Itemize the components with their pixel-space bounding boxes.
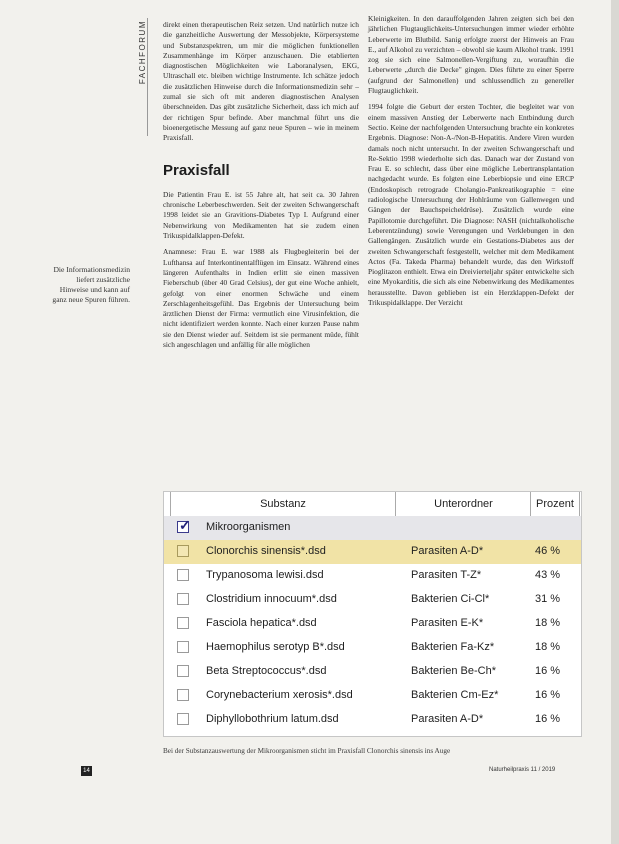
row-checkbox[interactable] — [177, 689, 189, 701]
cell-prozent: 18 % — [535, 617, 561, 629]
row-checkbox[interactable] — [177, 545, 189, 557]
cell-prozent: 46 % — [535, 545, 561, 557]
cell-substanz: Corynebacterium xerosis*.dsd — [206, 689, 353, 701]
footer-issue: Naturheilpraxis 11 / 2019 — [489, 767, 556, 773]
paragraph: 1994 folgte die Geburt der ersten Tochter, die begleitet war von einem massiven Anstieg der Leberwerte nach Entbindung durch Sectio. Keine der nachfolgenden Untersuchung brachte ein konkretes Ergebnis. Diagnose: Non-A-/Non-B-Hepatitis. Andere Viren wurden damals noch nicht untersucht. In der zweiten Schwangerschaft und Re-Sektio 1998 wiederholte sich das. Danach war der Zustand von Frau E. so schlecht, dass über eine mögliche Lebertransplantation nachgedacht wurde. Es folgten eine Leberbiopsie und eine ERCP (Endoskopisch retrograde Cholangio-Pankreatikographie = eine radiologische Untersuchung der Hohlräume von Gallenwegen und Gängen der Bauchspeicheldrüse). Zusätzlich wurde eine Papillotomie durchgeführt. Die Diagnose: NASH (nichtalkoholische Leberentzündung) sowie Verengungen und Verklebungen in den Gallengängen. Zusätzlich wurde ein Gestations-Diabetes aus der zweiten Schwangerschaft festgestellt, welcher mit dem Medikament Actos (Fa. Takeda Pharma) behandelt wurde, das den Wirkstoff Pioglitazon enthielt. Etwa ein Dreivierteljahr später entwickelte sich eine Myokarditis, die sich als eine Nebenwirkung des Medikamentes herausstellte. Davon geblieben ist ein Herzklappen-Defekt der Trikuspidalklappe. Der Verzicht — [368, 102, 574, 308]
row-checkbox[interactable] — [177, 593, 189, 605]
page-edge — [611, 0, 619, 844]
row-checkbox[interactable] — [177, 569, 189, 581]
cell-substanz: Diphyllobothrium latum.dsd — [206, 713, 339, 725]
cell-unterordner: Bakterien Ci-Cl* — [411, 593, 490, 605]
cell-substanz: Haemophilus serotyp B*.dsd — [206, 641, 345, 653]
table-row[interactable] — [164, 564, 581, 588]
cell-substanz: Trypanosoma lewisi.dsd — [206, 569, 324, 581]
section-heading: Praxisfall — [163, 161, 230, 179]
table-row[interactable] — [164, 612, 581, 636]
paragraph: direkt einen therapeutischen Reiz setzen. Und natürlich nutze ich die ganzheitliche Auswertung der Messobjekte, Körpersysteme und Substanzspektren, um mir die möglichen funktionellen Zusammenhänge im Körper anzuschauen. Die etablierten diagnostischen Möglichkeiten wie Laboranalysen, EKG, Ultraschall etc. bleiben wichtige Instrumente. Ich schätze jedoch die zusätzlichen Hinweise durch die Informationsmedizin sehr – zumal sie sich oft mit anderen diagnostischen Analysen überschneiden. Das gibt zusätzliche Sicherheit, dass ich mich auf der richtigen Spur befinde. Aber manchmal führt uns die bioenergetische Messung auf ganz neue Spuren – wie in meinem Praxisfall. — [163, 20, 359, 143]
cell-prozent: 16 % — [535, 689, 561, 701]
cell-substanz: Beta Streptococcus*.dsd — [206, 665, 327, 677]
page-number: 14 — [81, 766, 92, 776]
text-column-right — [368, 14, 574, 314]
cell-prozent: 43 % — [535, 569, 561, 581]
category-label: Mikroorganismen — [206, 521, 291, 533]
cell-substanz: Clonorchis sinensis*.dsd — [206, 545, 326, 557]
cell-unterordner: Parasiten A-D* — [411, 713, 484, 725]
cell-substanz: Clostridium innocuum*.dsd — [206, 593, 337, 605]
paragraph: Die Patientin Frau E. ist 55 Jahre alt, hat seit ca. 30 Jahren chronische Leberbeschwerden. Seit der zweiten Schwangerschaft 1998 leidet sie an Gravitions-Diabetes Typ I. Aufgrund einer Nebenwirkung von Medikamenten hat sie zudem einen Trikuspidalklappen-Defekt. — [163, 189, 359, 241]
cell-unterordner: Bakterien Fa-Kz* — [411, 641, 495, 653]
table-row[interactable] — [164, 684, 581, 708]
cell-prozent: 31 % — [535, 593, 561, 605]
table-row[interactable] — [164, 588, 581, 612]
table-row[interactable] — [164, 708, 581, 732]
cell-prozent: 18 % — [535, 641, 561, 653]
column-header-prozent[interactable]: Prozent — [530, 492, 580, 516]
table-row[interactable] — [164, 636, 581, 660]
paragraph: Anamnese: Frau E. war 1988 als Flugbegleiterin bei der Lufthansa auf Interkontinentalflügen im Einsatz. Während eines längeren Aufenthalts in Indien erlitt sie einen massiven Fieberschub (über 40 Grad Celsius), der gut eine Woche anhielt, gefolgt von einer enormen Schwäche und einem Zerschlagenheitsgefühl. Das Ergebnis der Untersuchung beim ärztlichen Dienst der Firma: vermutlich eine Virusinfektion, die nicht identifiziert werden konnte. Nach einer kurzen Pause nahm sie den Dienst wieder auf. Seitdem ist sie permanent müde, fühlt sich angeschlagen und anfällig für alle möglichen — [163, 247, 359, 350]
cell-unterordner: Parasiten E-K* — [411, 617, 484, 629]
paragraph: Kleinigkeiten. In den darauffolgenden Jahren zeigten sich bei den jährlichen Flugtauglichkeits-Untersuchungen immer wieder erhöhte Leberwerte im Blutbild. Sanig erfolgte zuerst der Hinweis an Frau E., auf Alkohol zu verzichten – obwohl sie kaum Alkohol trank. 1991 zog sie sich eine Salmonellen-Vergiftung zu, woraufhin die Leberwerte „durch die Decke" gingen. Dies führte zu einer Sperre (aufgrund der Salmonellen) und schlussendlich zu genereller Flugtauglichkeit. — [368, 14, 574, 96]
text-column-left — [163, 20, 359, 356]
cell-prozent: 16 % — [535, 713, 561, 725]
table-row[interactable] — [164, 540, 581, 564]
cell-prozent: 16 % — [535, 665, 561, 677]
category-checkbox[interactable] — [177, 521, 189, 533]
column-header-unterordner[interactable]: Unterordner — [434, 498, 493, 510]
row-checkbox[interactable] — [177, 713, 189, 725]
pull-quote: Die Informationsmedizin liefert zusätzliche Hinweise und kann auf ganz neue Spuren führen. — [52, 265, 130, 304]
section-divider — [147, 18, 148, 136]
table-header — [164, 492, 581, 517]
row-checkbox[interactable] — [177, 665, 189, 677]
column-header-substanz[interactable]: Substanz — [170, 492, 396, 516]
cell-unterordner: Bakterien Cm-Ez* — [411, 689, 499, 701]
cell-unterordner: Parasiten T-Z* — [411, 569, 482, 581]
table-caption: Bei der Substanzauswertung der Mikroorganismen sticht im Praxisfall Clonorchis sinensis ins Auge — [163, 747, 451, 755]
table-row[interactable] — [164, 660, 581, 684]
cell-unterordner: Parasiten A-D* — [411, 545, 484, 557]
row-checkbox[interactable] — [177, 617, 189, 629]
cell-substanz: Fasciola hepatica*.dsd — [206, 617, 317, 629]
category-row[interactable] — [164, 516, 581, 540]
row-checkbox[interactable] — [177, 641, 189, 653]
cell-unterordner: Bakterien Be-Ch* — [411, 665, 496, 677]
substance-table — [163, 491, 582, 737]
section-label: FACHFORUM — [138, 20, 147, 85]
